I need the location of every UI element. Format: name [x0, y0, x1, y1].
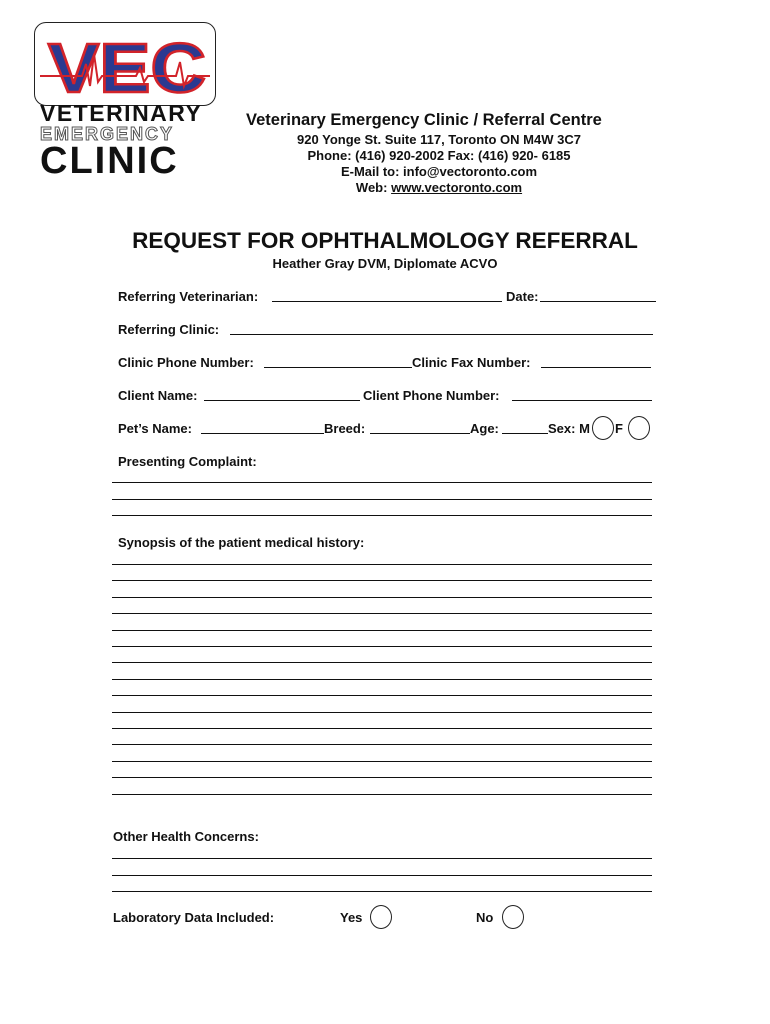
history-write-line[interactable] — [112, 564, 652, 565]
pet-name-label: Pet’s Name: — [118, 421, 192, 436]
history-write-line[interactable] — [112, 662, 652, 663]
breed-field[interactable] — [370, 433, 470, 434]
age-label: Age: — [470, 421, 499, 436]
history-write-line[interactable] — [112, 761, 652, 762]
lab-data-label: Laboratory Data Included: — [113, 910, 275, 925]
history-write-line[interactable] — [112, 630, 652, 631]
breed-label: Breed: — [324, 421, 366, 436]
other-concerns-label: Other Health Concerns: — [113, 829, 259, 844]
client-name-label: Client Name: — [118, 388, 198, 403]
address: 920 Yonge St. Suite 117, Toronto ON M4W 3C7 — [297, 132, 581, 147]
complaint-write-line[interactable] — [112, 499, 652, 500]
web-link[interactable]: www.vectoronto.com — [391, 180, 523, 195]
document-subtitle: Heather Gray DVM, Diplomate ACVO — [272, 256, 498, 271]
presenting-complaint-label: Presenting Complaint: — [118, 454, 257, 469]
history-write-line[interactable] — [112, 613, 652, 614]
concern-write-line[interactable] — [112, 891, 652, 892]
clinic-phone-label: Clinic Phone Number: — [118, 355, 254, 370]
logo-emergency: EMERGENCY — [40, 124, 175, 144]
history-write-line[interactable] — [112, 777, 652, 778]
complaint-write-line[interactable] — [112, 515, 652, 516]
sex-m-label: Sex: M — [548, 421, 590, 436]
email: E-Mail to: info@vectoronto.com — [340, 164, 538, 179]
phone-fax: Phone: (416) 920-2002 Fax: (416) 920- 6185 — [307, 148, 571, 163]
clinic-fax-label: Clinic Fax Number: — [412, 355, 531, 370]
history-write-line[interactable] — [112, 744, 652, 745]
referring-clinic-label: Referring Clinic: — [118, 322, 220, 337]
web — [246, 180, 632, 195]
lab-no-label: No — [476, 910, 494, 925]
history-write-line[interactable] — [112, 695, 652, 696]
history-write-line[interactable] — [112, 679, 652, 680]
date-label: Date: — [506, 289, 539, 304]
document-title: REQUEST FOR OPHTHALMOLOGY REFERRAL — [132, 228, 638, 253]
history-write-line[interactable] — [112, 580, 652, 581]
date-field[interactable] — [540, 301, 656, 302]
history-write-line[interactable] — [112, 794, 652, 795]
lab-yes-radio[interactable] — [370, 905, 392, 929]
referring-vet-label: Referring Veterinarian: — [118, 289, 259, 304]
lab-no-radio[interactable] — [502, 905, 524, 929]
sex-f-radio[interactable] — [628, 416, 650, 440]
sex-m-radio[interactable] — [592, 416, 614, 440]
sex-f-label: F — [615, 421, 623, 436]
org-name: Veterinary Emergency Clinic / Referral Centre — [246, 111, 602, 129]
clinic-fax-field[interactable] — [541, 367, 651, 368]
clinic-logo — [36, 24, 214, 104]
history-write-line[interactable] — [112, 597, 652, 598]
history-write-line[interactable] — [112, 712, 652, 713]
client-name-field[interactable] — [204, 400, 360, 401]
client-phone-field[interactable] — [512, 400, 652, 401]
client-phone-label: Client Phone Number: — [363, 388, 500, 403]
concern-write-line[interactable] — [112, 875, 652, 876]
history-write-line[interactable] — [112, 728, 652, 729]
referring-vet-field[interactable] — [272, 301, 502, 302]
pet-name-field[interactable] — [201, 433, 324, 434]
web-label: Web: — [355, 180, 388, 195]
complaint-write-line[interactable] — [112, 482, 652, 483]
concern-write-line[interactable] — [112, 858, 652, 859]
lab-yes-label: Yes — [340, 910, 363, 925]
logo-veterinary: VETERINARY — [40, 100, 203, 126]
medical-history-label: Synopsis of the patient medical history: — [118, 535, 365, 550]
referring-clinic-field[interactable] — [230, 334, 653, 335]
logo-monogram: VEC — [48, 29, 206, 104]
age-field[interactable] — [502, 433, 548, 434]
history-write-line[interactable] — [112, 646, 652, 647]
clinic-phone-field[interactable] — [264, 367, 412, 368]
logo-clinic: CLINIC — [40, 140, 179, 182]
